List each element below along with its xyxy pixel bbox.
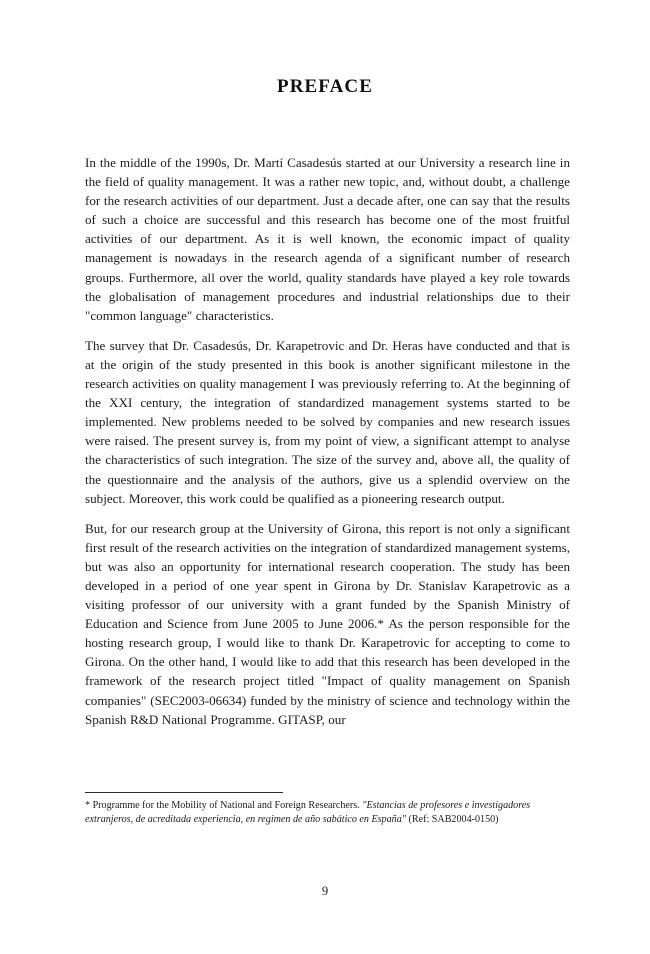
footnote-zone (85, 792, 570, 828)
page-number: 9 (321, 884, 329, 898)
footnote-italic-title: "Estancias de profesores e investigadores extranjeros, de acreditada experiencia, en regimen de año sabático en España" (85, 800, 531, 826)
paragraph-2: The survey that Dr. Casadesús, Dr. Karapetrovic and Dr. Heras have conducted and that is at the origin of the study presented in this book is another significant milestone in the research activities on quality management I was previously referring to. At the beginning of the XXI century, the integration of standardized management systems started to be implemented. New problems needed to be solved by companies and new research issues were raised. The present survey is, from my point of view, a significant attempt to analyse the characteristics of such integration. The size of the survey and, above all, the quality of the questionnaire and the analysis of the authors, give us a splendid overview on the subject. Moreover, this work could be qualified as a pioneering research output. (85, 337, 570, 506)
footnote-separator-rule (85, 792, 283, 793)
page-title: PREFACE (276, 76, 373, 97)
footnote-lead-text: * Programme for the Mobility of National and Foreign Researchers. (85, 800, 363, 811)
paragraph-1: In the middle of the 1990s, Dr. Martí Casadesús started at our University a research line in the field of quality management. It was a rather new topic, and, without doubt, a challenge for the research activities of our department. Just a decade after, one can say that the results of such a choice are successful and this research has become one of the most fruitful activities of our department. As it is well known, the economic impact of quality management is nowadays in the research agenda of a significant number of research groups. Furthermore, all over the world, quality standards have played a key role towards the globalisation of management procedures and industrial relationships due to their "common language" characteristics. (85, 155, 570, 323)
footnote-reference: (Ref: SAB2004-0150) (406, 814, 499, 826)
footnote (85, 799, 570, 828)
body-text-block (85, 153, 570, 729)
paragraph-3: But, for our research group at the University of Girona, this report is not only a significant first result of the research activities on the integration of standardized management systems, but was also an opportunity for international research cooperation. The study has been developed in a period of one year spent in Girona by Dr. Stanislav Karapetrovic as a visiting professor of our university with a grant funded by the Spanish Ministry of Education and Science from June 2005 to June 2006.* As the person responsible for the hosting research group, I would like to thank Dr. Karapetrovic for accepting to come to Girona. On the other hand, I would like to add that this research has been developed in the framework of the research project titled "Impact of quality management on Spanish companies" (SEC2003-06634) funded by the ministry of science and technology within the Spanish R&D National Programme. GITASP, our (85, 520, 570, 727)
